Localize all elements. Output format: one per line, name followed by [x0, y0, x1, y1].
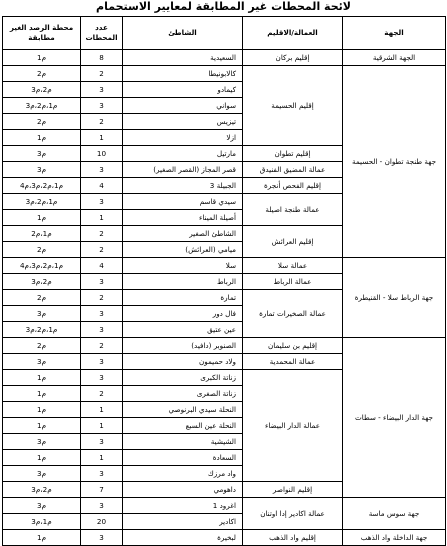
beach-cell: فال دور: [123, 306, 243, 322]
observation-cell: م2،م3: [3, 274, 81, 290]
beach-cell: سيدي قاسم: [123, 194, 243, 210]
beach-cell: أصيلة الميناء: [123, 210, 243, 226]
province-cell: إقليم بن سليمان: [243, 338, 343, 354]
beach-cell: ولاد حميمون: [123, 354, 243, 370]
observation-cell: م3: [3, 354, 81, 370]
beach-cell: تيزيس: [123, 114, 243, 130]
beach-cell: ازلا: [123, 130, 243, 146]
count-cell: 1: [81, 130, 123, 146]
observation-cell: م3: [3, 306, 81, 322]
header-count: عدد المحطات: [81, 17, 123, 50]
table-row: [3, 530, 446, 546]
count-cell: 10: [81, 146, 123, 162]
beach-cell: الجبيلة 3: [123, 178, 243, 194]
observation-cell: م1: [3, 130, 81, 146]
beach-cell: النحلة سيدي البرنوصي: [123, 402, 243, 418]
count-cell: 2: [81, 290, 123, 306]
beach-cell: كيمادو: [123, 82, 243, 98]
count-cell: 3: [81, 434, 123, 450]
observation-cell: م2: [3, 66, 81, 82]
table-row: [3, 50, 446, 66]
beach-cell: اكادير: [123, 514, 243, 530]
beach-cell: سلا: [123, 258, 243, 274]
stations-table: [2, 16, 446, 546]
count-cell: 3: [81, 274, 123, 290]
beach-cell: مارتيل: [123, 146, 243, 162]
table-header-row: [3, 17, 446, 50]
beach-cell: الرباط: [123, 274, 243, 290]
observation-cell: م1،م2،م3: [3, 322, 81, 338]
region-cell: جهة سوس ماسة: [343, 498, 446, 530]
observation-cell: م1،م2،م3: [3, 98, 81, 114]
count-cell: 3: [81, 466, 123, 482]
beach-cell: عين عتيق: [123, 322, 243, 338]
count-cell: 3: [81, 354, 123, 370]
observation-cell: م2،م3: [3, 482, 81, 498]
province-cell: إقليم الفحص أنجرة: [243, 178, 343, 194]
count-cell: 3: [81, 322, 123, 338]
province-cell: عمالة الصخيرات تمارة: [243, 290, 343, 338]
count-cell: 7: [81, 482, 123, 498]
count-cell: 3: [81, 98, 123, 114]
beach-cell: الشاطئ الصغير: [123, 226, 243, 242]
observation-cell: م2،م3: [3, 82, 81, 98]
province-cell: عمالة الدار البيضاء: [243, 370, 343, 482]
observation-cell: م1: [3, 370, 81, 386]
count-cell: 1: [81, 418, 123, 434]
beach-cell: اغرود 1: [123, 498, 243, 514]
beach-cell: السعادة: [123, 450, 243, 466]
page-title: لائحة المحطات غير المطابقة لمعايير الاستحمام: [96, 0, 351, 13]
beach-cell: ميامي (العرائش): [123, 242, 243, 258]
province-cell: إقليم الحسيمة: [243, 66, 343, 146]
beach-cell: زناتة الصغرى: [123, 386, 243, 402]
count-cell: 1: [81, 210, 123, 226]
province-cell: عمالة الرباط: [243, 274, 343, 290]
beach-cell: الشيشية: [123, 434, 243, 450]
table-row: [3, 258, 446, 274]
observation-cell: م3: [3, 434, 81, 450]
header-observation: محطة الرصد الغير مطابقة: [3, 17, 81, 50]
table-row: [3, 498, 446, 514]
observation-cell: م3: [3, 466, 81, 482]
count-cell: 20: [81, 514, 123, 530]
beach-cell: سواني: [123, 98, 243, 114]
region-cell: جهة الرباط سلا - القنيطرة: [343, 258, 446, 338]
beach-cell: لبخيرة: [123, 530, 243, 546]
observation-cell: م1،م2،م3،م4: [3, 258, 81, 274]
observation-cell: م1: [3, 530, 81, 546]
beach-cell: تمارة: [123, 290, 243, 306]
province-cell: عمالة سلا: [243, 258, 343, 274]
province-cell: عمالة المحمدية: [243, 354, 343, 370]
observation-cell: م1: [3, 386, 81, 402]
table-row: [3, 66, 446, 82]
observation-cell: م1: [3, 418, 81, 434]
observation-cell: م2: [3, 290, 81, 306]
observation-cell: م3: [3, 146, 81, 162]
count-cell: 4: [81, 178, 123, 194]
count-cell: 2: [81, 66, 123, 82]
region-cell: جهة الداخلة واد الذهب: [343, 530, 446, 546]
observation-cell: م1: [3, 450, 81, 466]
observation-cell: م3: [3, 498, 81, 514]
province-cell: إقليم النواصر: [243, 482, 343, 498]
province-cell: إقليم العرائش: [243, 226, 343, 258]
observation-cell: م2: [3, 242, 81, 258]
beach-cell: السعيدية: [123, 50, 243, 66]
observation-cell: م1: [3, 50, 81, 66]
count-cell: 8: [81, 50, 123, 66]
beach-cell: النحلة عين السبع: [123, 418, 243, 434]
province-cell: إقليم تطوان: [243, 146, 343, 162]
beach-cell: زناتة الكبرى: [123, 370, 243, 386]
observation-cell: م2: [3, 114, 81, 130]
count-cell: 4: [81, 258, 123, 274]
beach-cell: قصر المجاز (القصر الصغير): [123, 162, 243, 178]
observation-cell: م1،م2: [3, 226, 81, 242]
header-beach: الشاطئ: [123, 17, 243, 50]
observation-cell: م1،م2،م3: [3, 194, 81, 210]
beach-cell: الصنوبر (دافيد): [123, 338, 243, 354]
count-cell: 3: [81, 162, 123, 178]
province-cell: إقليم بركان: [243, 50, 343, 66]
beach-cell: داهومي: [123, 482, 243, 498]
region-cell: الجهة الشرقية: [343, 50, 446, 66]
observation-cell: م3: [3, 162, 81, 178]
observation-cell: م1: [3, 402, 81, 418]
observation-cell: م2: [3, 338, 81, 354]
count-cell: 2: [81, 114, 123, 130]
region-cell: جهة طنجة تطوان - الحسيمة: [343, 66, 446, 258]
beach-cell: واد مرزك: [123, 466, 243, 482]
province-cell: عمالة اكادير إدا اوتنان: [243, 498, 343, 530]
count-cell: 1: [81, 450, 123, 466]
count-cell: 3: [81, 530, 123, 546]
province-cell: عمالة طنجة اصيلة: [243, 194, 343, 226]
count-cell: 3: [81, 194, 123, 210]
count-cell: 2: [81, 226, 123, 242]
observation-cell: م1: [3, 210, 81, 226]
count-cell: 3: [81, 306, 123, 322]
header-region: الجهة: [343, 17, 446, 50]
count-cell: 1: [81, 402, 123, 418]
region-cell: جهة الدار البيضاء - سطات: [343, 338, 446, 498]
beach-cell: كالابونيطا: [123, 66, 243, 82]
header-province: العمالة/الاقليم: [243, 17, 343, 50]
count-cell: 3: [81, 82, 123, 98]
province-cell: عمالة المضيق الفنيدق: [243, 162, 343, 178]
count-cell: 3: [81, 498, 123, 514]
observation-cell: م1،م2،م3،م4: [3, 178, 81, 194]
count-cell: 3: [81, 370, 123, 386]
observation-cell: م1،م3: [3, 514, 81, 530]
count-cell: 2: [81, 242, 123, 258]
count-cell: 2: [81, 338, 123, 354]
count-cell: 2: [81, 386, 123, 402]
province-cell: إقليم واد الذهب: [243, 530, 343, 546]
table-row: [3, 338, 446, 354]
